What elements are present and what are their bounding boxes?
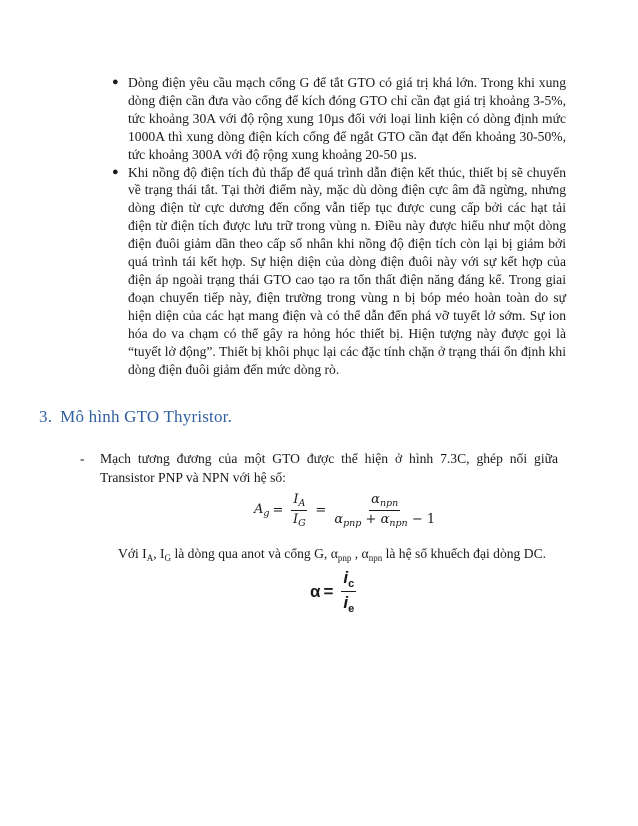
alpha-fraction: $\frac{i_c}{i_e}$ [343,568,355,615]
dash-item [80,449,558,487]
gain-formula [254,492,440,529]
alpha-symbol: α [310,581,321,601]
bullet-item-2 [112,164,566,379]
bullet-dot-icon: ● [112,76,119,88]
formula-lhs: $A_g$ [254,502,270,519]
formula-equals-2: = [315,503,327,518]
dash-mark: - [80,451,85,466]
section-number: 3. [39,407,53,426]
formula-current-ratio: $\frac{I_A}{I_G}$ [293,492,306,529]
formula-equals-1: = [272,503,284,518]
bullet-text-1: Dòng điện yêu cầu mạch cổng G để tắt GTO có giá trị khá lớn. Trong khi xung dòng điện cần đưa vào cổng để kích đóng GTO chỉ cần đạt giá trị khoảng 3-5%, tức khoảng 30A với độ rộng xung 10µs đối với loại linh kiện có dòng định mức 1000A thì xung dòng điện kích cổng để ngắt GTO cần đạt đến khoảng 30-50%, tức khoảng 300A với độ rộng xung khoảng 20-50 µs. [128,75,566,162]
alpha-formula [310,568,361,615]
bullet-dot-icon: ● [112,165,119,178]
section-heading [39,407,232,427]
alpha-equals: = [323,581,334,601]
bullet-text-2: Khi nồng độ điện tích đủ thấp để quá trình dẫn điện kết thúc, thiết bị sẽ chuyển về trạng thái tắt. Tại thời điểm này, mặc dù dòng điện cực âm đã ngừng, nhưng dòng điện từ cực dương đến cổng vẫn tiếp tục được cung cấp bởi các hạt tải điện từ điện tích được lưu trữ trong vùng n. Điều này được hiểu như một dòng điện đuôi giảm dần theo cấp số nhân khi nồng độ điện tích còn lại bị giảm bởi quá trình tái kết hợp. Sự hiện diện của dòng điện đuôi này với sự kết hợp của điện áp ngoài trạng thái GTO cao tạo ra tổn thất điện năng đáng kể. Trong giai đoạn chuyển tiếp này, điện trường trong vùng n bị bóp méo hoàn toàn do sự hiện diện của các hạt mang điện và có thể dẫn đến phá vỡ tuyết lở sớm. Sự ion hóa do va chạm có thể gây ra hỏng hóc thiết bị. Hiện tượng này được gọi là “tuyết lở động”. Thiết bị khôi phục lại các đặc tính chặn ở trạng thái ổn định khi dòng điện đuôi giảm đến mức dòng rò. [128,164,566,377]
variable-definition: Với $I_A$, $I_G$ là dòng qua anot và cổng G, $\alpha_{pnp}$ , $\alpha_{npn}$ là hệ số khuếch đại dòng DC. [118,546,547,563]
bullet-item-1 [112,74,566,164]
bullet-list [112,74,566,378]
dash-item-text: Mạch tương đương của một GTO được thể hiện ở hình 7.3C, ghép nối giữa Transistor PNP và NPN với hệ số: [100,451,558,485]
section-title: Mô hình GTO Thyristor. [60,407,233,426]
formula-alpha-ratio: $\frac{\alpha_{npn}}{\alpha_{pnp} + \alpha_{npn} - 1}$ [334,492,436,529]
